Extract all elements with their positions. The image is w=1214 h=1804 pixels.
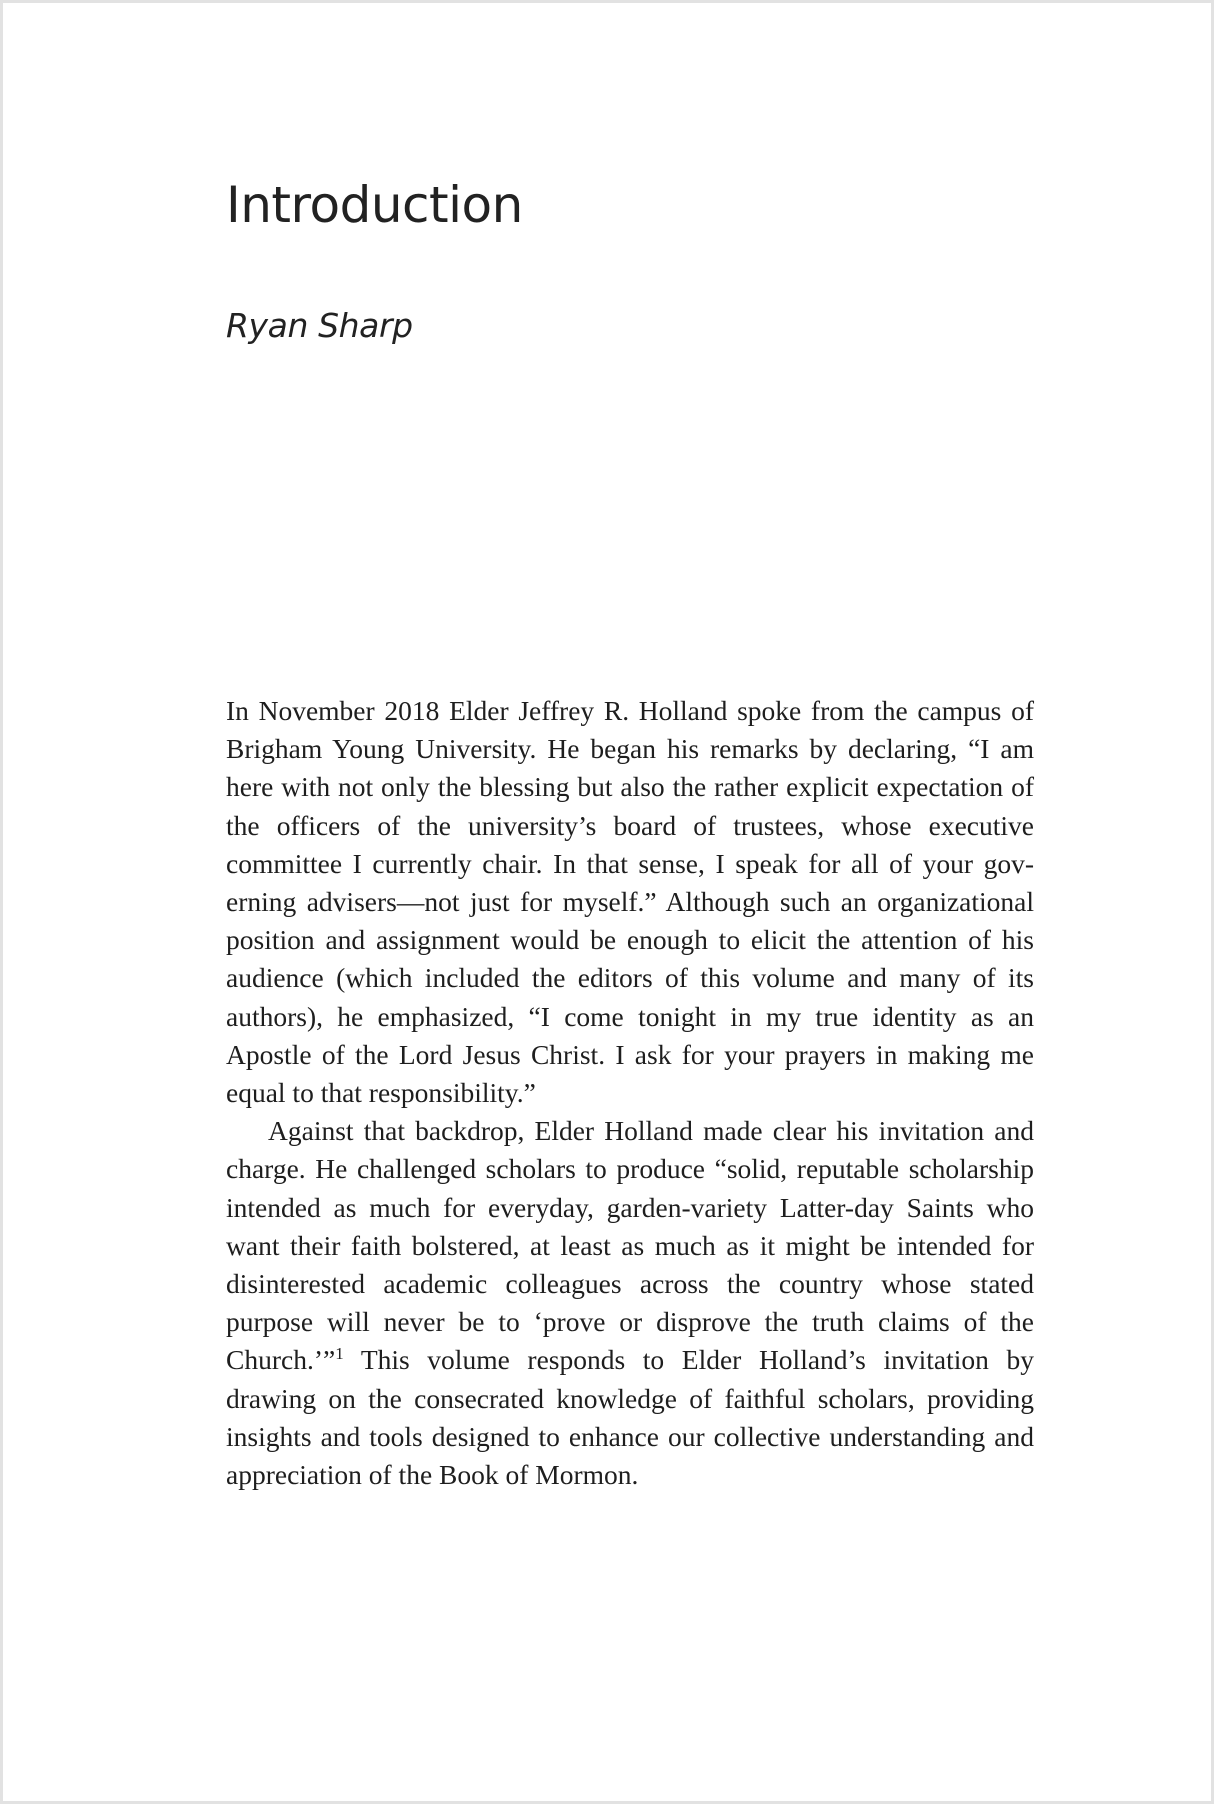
chapter-author: Ryan Sharp <box>226 306 413 345</box>
footnote-marker[interactable]: 1 <box>335 1344 344 1364</box>
body-text <box>226 692 1034 1494</box>
paragraph <box>226 1112 1034 1494</box>
paragraph-text: Against that backdrop, Elder Holland made clear his invitation and charge. He challenged scholars to produce “solid, reputable scholarship intended as much for everyday, garden-variety Latter-day Saints who want their faith bolstered, at least as much as it might be intended for disinterested academic colleagues across the country whose stated purpose will never be to ‘prove or disprove the truth claims of the Church.’” <box>226 1115 1034 1376</box>
paragraph: In November 2018 Elder Jeffrey R. Holland spoke from the campus of Brigham Young University. He began his remarks by declaring, “I am here with not only the blessing but also the rather explicit expectation of the officers of the university’s board of trustees, whose executive committee I currently chair. In that sense, I speak for all of your governing advisers—not just for myself.” Although such an organizational position and assignment would be enough to elicit the attention of his audience (which included the editors of this volume and many of its authors), he emphasized, “I come tonight in my true identity as an Apostle of the Lord Jesus Christ. I ask for your prayers in making me equal to that responsibility.” <box>226 695 1034 1109</box>
paragraph-text: This volume responds to Elder Holland’s invitation by drawing on the consecrated knowledge of faithful scholars, providing insights and tools designed to enhance our collective understanding and appreciation of the Book of Mormon. <box>226 1344 1034 1491</box>
chapter-title: Introduction <box>226 176 523 234</box>
